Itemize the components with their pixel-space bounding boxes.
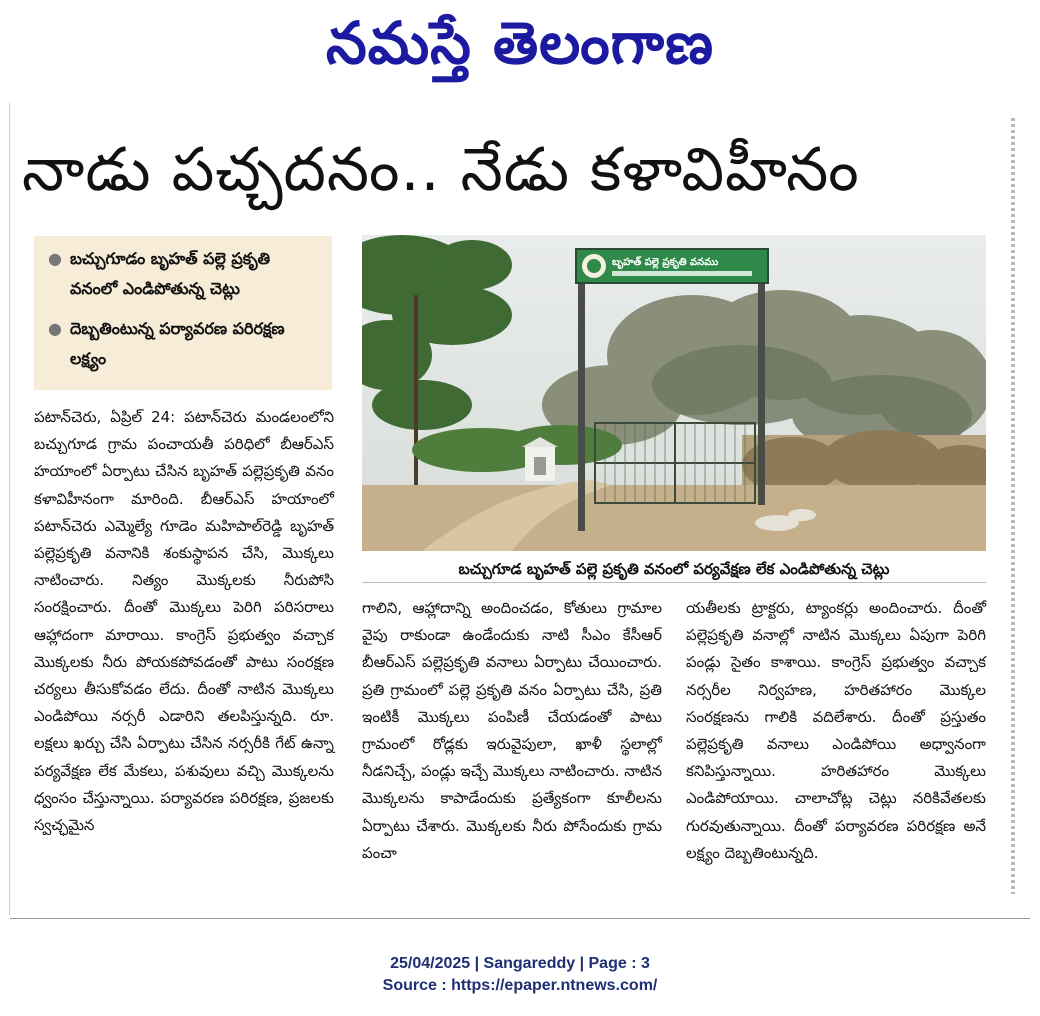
article-column-2 — [362, 595, 662, 905]
photo-caption: బచ్చుగూడ బృహత్ పల్లె ప్రకృతి వనంలో పర్యవేక్షణ లేక ఎండిపోతున్న చెట్లు — [362, 556, 986, 583]
highlight-text: దెబ్బతింటున్న పర్యావరణ పరిరక్షణ లక్ష్యం — [70, 319, 285, 368]
highlight-item — [48, 314, 322, 374]
highlights-box — [34, 236, 332, 390]
newspaper-masthead: నమస్తే తెలంగాణ — [326, 9, 714, 77]
sign-board — [576, 249, 768, 283]
article-headline: నాడు పచ్చదనం.. నేడు కళావిహీనం — [22, 135, 860, 205]
article-column-3 — [686, 595, 986, 905]
bullet-icon: ● — [48, 319, 62, 338]
footer-divider — [10, 918, 1030, 919]
news-photo — [362, 235, 986, 551]
adjacent-column-edge — [1011, 118, 1015, 894]
bullet-icon: ● — [48, 249, 62, 268]
column-text: పటాన్‌చెరు, ఏప్రిల్ 24: పటాన్‌చెరు మండలంలోని బచ్చుగూడ గ్రామ పంచాయతీ పరిధిలో బీఆర్‌ఎస్ హయాంలో ఏర్పాటు చేసిన బృహత్ పల్లెప్రకృతి వనం కళావిహీనంగా మారింది. బీఆర్‌ఎస్ హయాంలో పటాన్‌చెరు ఎమ్మెల్యే గూడెం మహిపాల్‌రెడ్డి బృహత్ పల్లెప్రకృతి వనానికి శంకుస్థాపన చేసి, మొక్కలు నాటించారు. నిత్యం మొక్కలకు నీరుపోసి సంరక్షించారు. దీంతో మొక్కలు పెరిగి పరిసరాలు ఆహ్లాదంగా మారాయి. కాంగ్రెస్ ప్రభుత్వం వచ్చాక మొక్కలకు నీరు పోయకపోవడంతో పాటు సంరక్షణ చర్యలు తీసుకోవడం లేదు. దీంతో నాటిన మొక్కలు ఎండిపోయి నర్సరీ ఎడారిని తలపిస్తున్నది. రూ. లక్షలు ఖర్చు చేసి ఏర్పాటు చేసిన నర్సరీకి గేట్ ఉన్నా పర్యవేక్షణ లేక మేకలు, పశువులు వచ్చి మొక్కలను ధ్వంసం చేస్తున్నాయి. పర్యావరణ పరిరక్షణ, ప్రజలకు స్వచ్ఛమైన — [34, 408, 334, 835]
highlight-item — [48, 244, 322, 304]
sign-text: బృహత్ పల్లె ప్రకృతి వనము — [612, 257, 719, 268]
column-text: గాలిని, ఆహ్లాదాన్ని అందించడం, కోతులు గ్రామాల వైపు రాకుండా ఉండేందుకు నాటి సీఎం కేసీఆర్ బీఆర్‌ఎస్ పల్లెప్రకృతి వనాలు ఏర్పాటు చేయించారు. ప్రతి గ్రామంలో పల్లె ప్రకృతి వనం ఏర్పాటు చేసి, ప్రతి ఇంటికీ మొక్కలు పంపిణీ చేయడంతో పాటు గ్రామంలో రోడ్లకు ఇరువైపులా, ఖాళీ స్థలాల్లో నీడనిచ్చే, పండ్లు ఇచ్చే మొక్కలు నాటించారు. నాటిన మొక్కలను కాపాడేందుకు ప్రత్యేకంగా కూలీలను ఏర్పాటు చేశారు. మొక్కలకు నీరు పోసేందుకు గ్రామ పంచా — [362, 599, 662, 862]
footer-source-link[interactable]: Source : https://epaper.ntnews.com/ — [382, 977, 658, 994]
article-column-1 — [34, 404, 334, 904]
footer-date-edition-page: 25/04/2025 | Sangareddy | Page : 3 — [390, 955, 650, 972]
column-text: యతీలకు ట్రాక్టరు, ట్యాంకర్లు అందించారు. దీంతో పల్లెప్రకృతి వనాల్లో నాటిన మొక్కలు ఏపుగా పెరిగి పండ్లు సైతం కాశాయి. కాంగ్రెస్ ప్రభుత్వం వచ్చాక నర్సరీల నిర్వహణ, హరితహారం మొక్కల సంరక్షణను గాలికి వదిలేశారు. దీంతో ప్రస్తుతం పల్లెప్రకృతి వనాలు ఎండిపోయి అధ్వానంగా కనిపిస్తున్నాయి. హరితహారం మొక్కలు ఎండిపోయాయి. చాలాచోట్ల చెట్లు నరికివేతలకు గురవుతున్నాయి. దీంతో పర్యావరణ పరిరక్షణ అనే లక్ష్యం దెబ్బతింటున్నది. — [686, 599, 986, 862]
highlight-text: బచ్చుగూడం బృహత్ పల్లె ప్రకృతి వనంలో ఎండిపోతున్న చెట్లు — [70, 249, 271, 298]
